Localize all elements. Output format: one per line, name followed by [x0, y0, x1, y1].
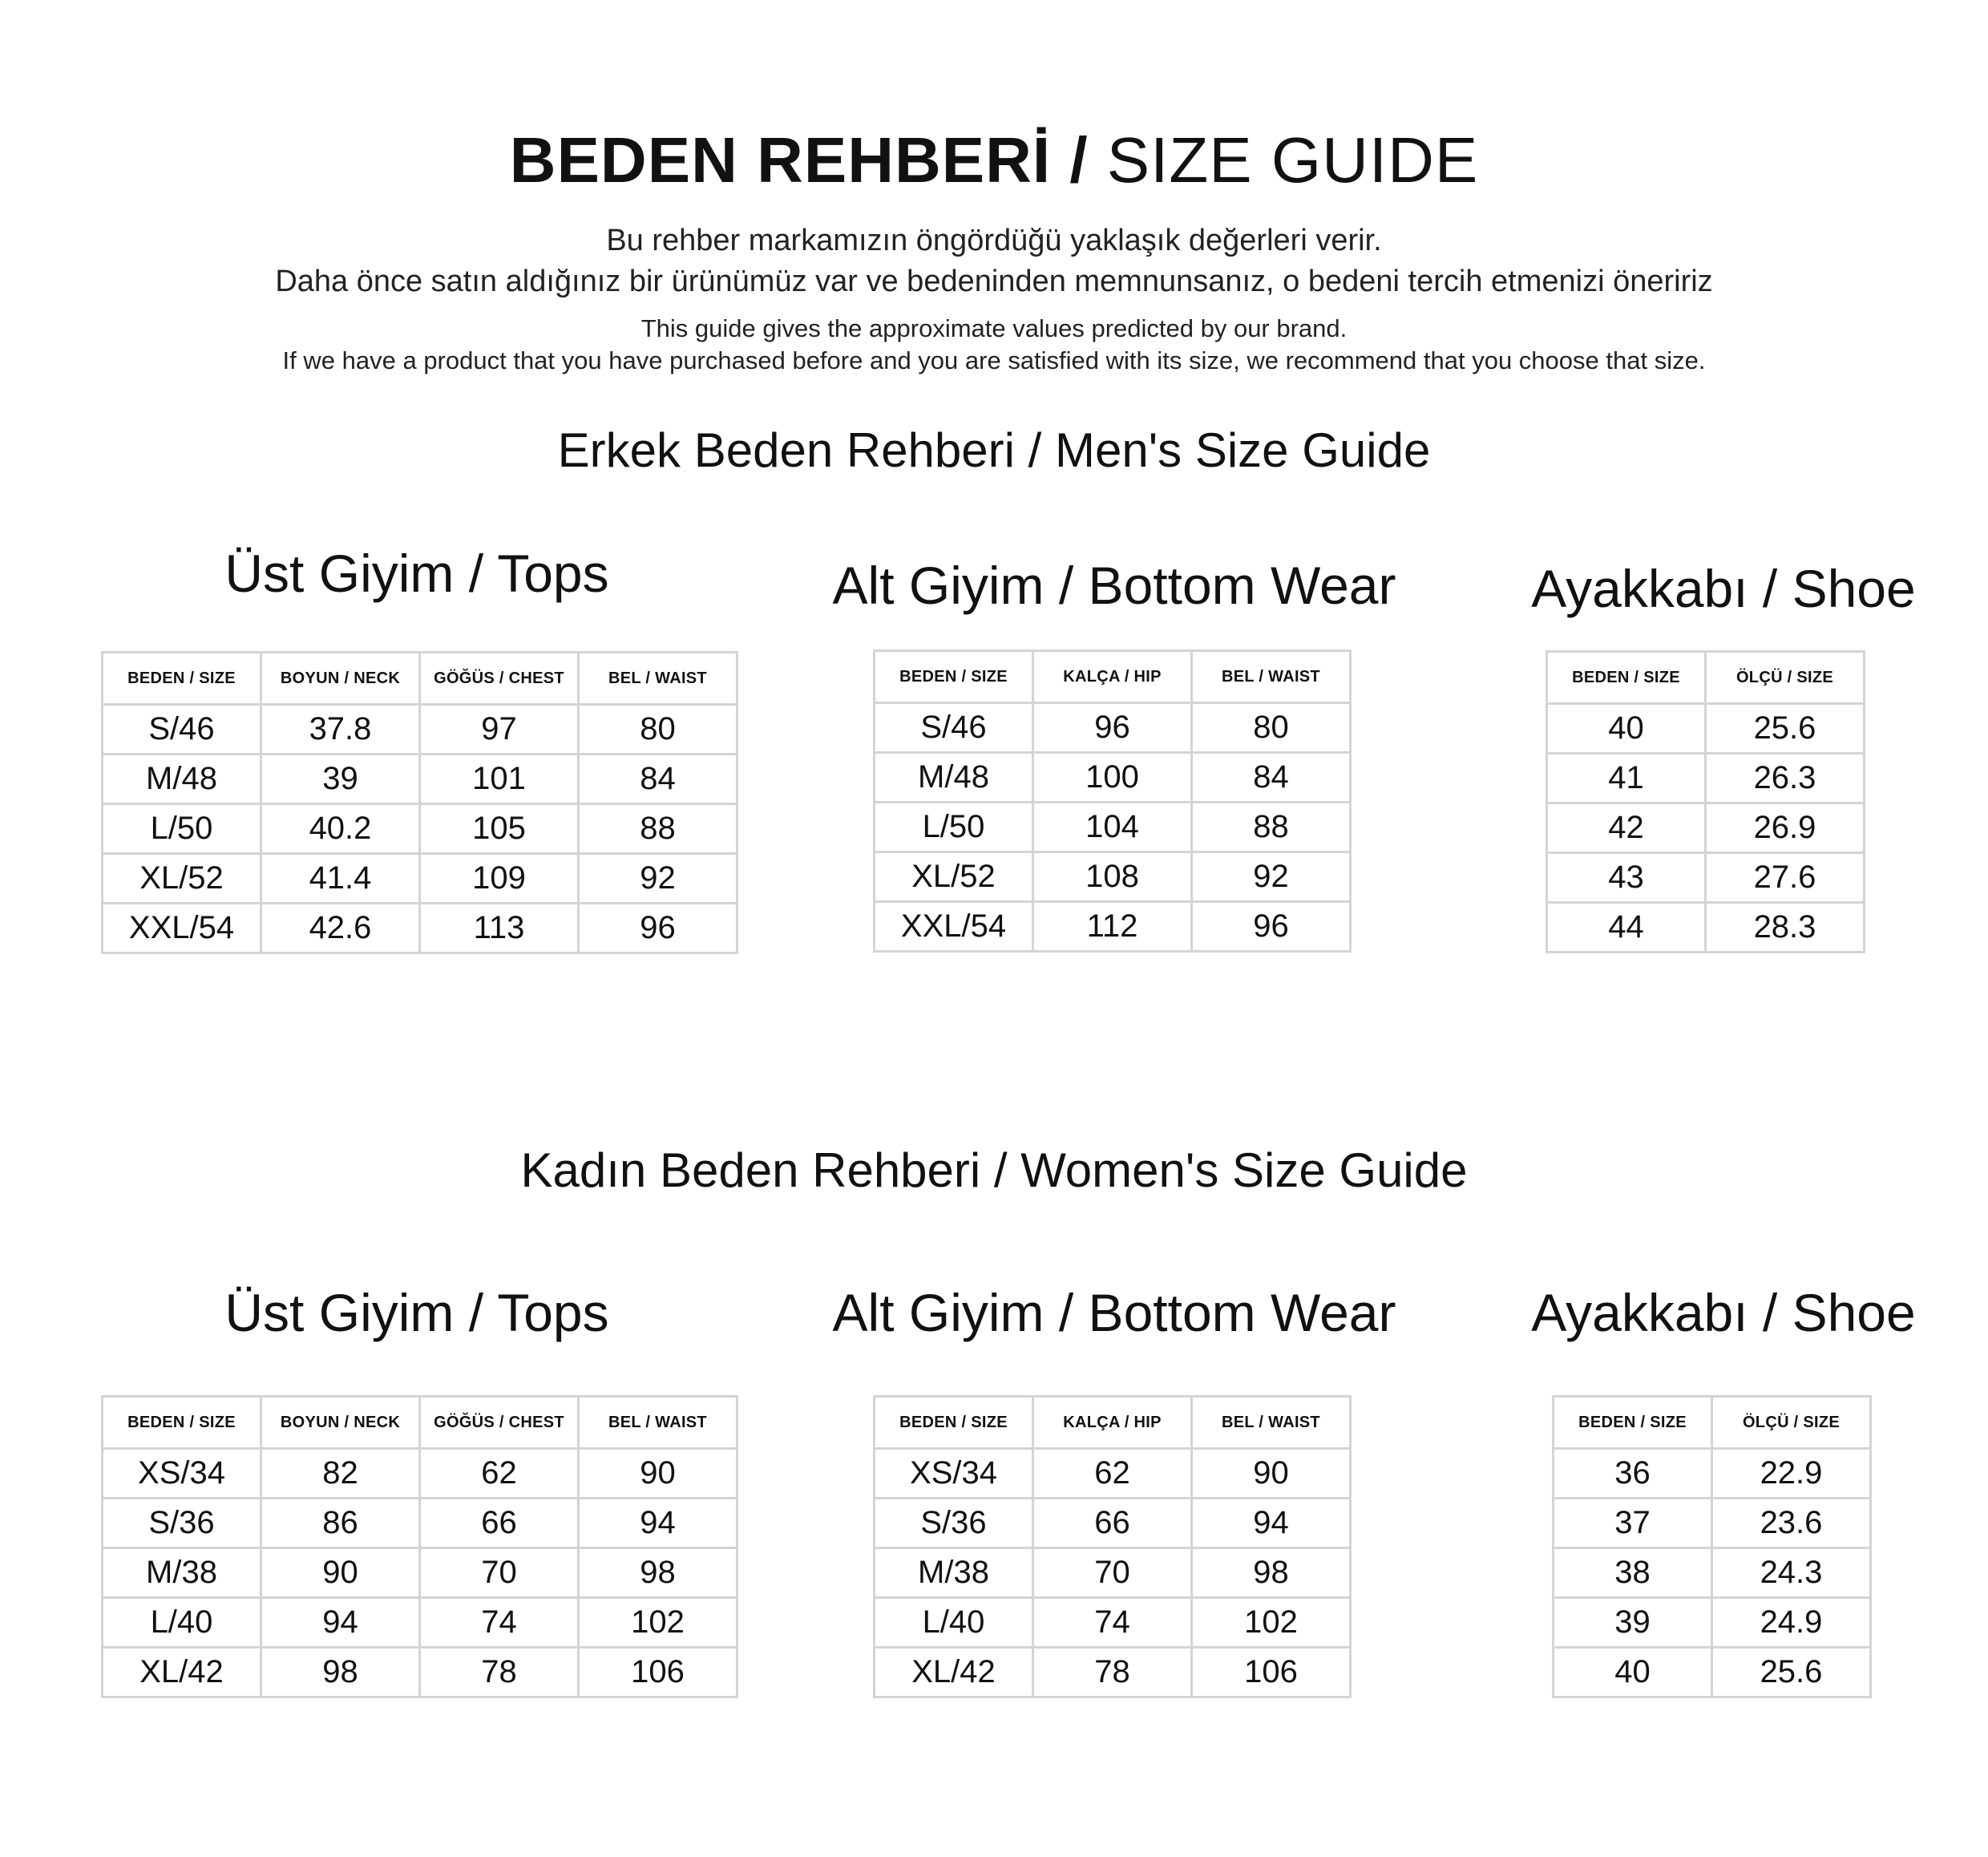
column-header: BEL / WAIST — [1192, 1397, 1351, 1449]
column-header: ÖLÇÜ / SIZE — [1706, 652, 1865, 704]
measurement-cell: 25.6 — [1706, 704, 1865, 754]
measurement-cell: 62 — [1033, 1449, 1192, 1499]
measurement-cell: 108 — [1033, 852, 1192, 902]
measurement-cell: 24.3 — [1712, 1548, 1871, 1598]
table-row — [1547, 803, 1865, 853]
table-row — [1554, 1648, 1871, 1697]
table-row — [875, 852, 1351, 902]
size-cell: L/50 — [875, 803, 1033, 852]
column-header: BEDEN / SIZE — [1547, 652, 1706, 704]
measurement-cell: 66 — [420, 1499, 579, 1548]
table-row — [103, 1499, 737, 1548]
table-row — [103, 804, 737, 854]
measurement-cell: 80 — [1192, 703, 1351, 753]
measurement-cell: 109 — [420, 854, 579, 904]
size-cell: 37 — [1554, 1499, 1712, 1548]
measurement-cell: 78 — [420, 1648, 579, 1697]
size-cell: L/40 — [103, 1598, 261, 1648]
measurement-cell: 100 — [1033, 753, 1192, 803]
measurement-cell: 90 — [579, 1449, 737, 1499]
men-tops-table — [101, 651, 738, 954]
measurement-cell: 94 — [579, 1499, 737, 1548]
table-row — [1547, 704, 1865, 754]
size-cell: XS/34 — [103, 1449, 261, 1499]
size-cell: 42 — [1547, 803, 1706, 853]
measurement-cell: 112 — [1033, 902, 1192, 952]
size-cell: 43 — [1547, 853, 1706, 903]
column-header: BEDEN / SIZE — [1554, 1397, 1712, 1449]
table-row — [1554, 1449, 1871, 1499]
table-row — [103, 1548, 737, 1598]
column-header: BEDEN / SIZE — [875, 1397, 1033, 1449]
measurement-cell: 23.6 — [1712, 1499, 1871, 1548]
men-shoes-table — [1546, 650, 1865, 953]
size-cell: S/46 — [103, 705, 261, 755]
measurement-cell: 66 — [1033, 1499, 1192, 1548]
table-row — [1547, 853, 1865, 903]
measurement-cell: 80 — [579, 705, 737, 755]
measurement-cell: 70 — [1033, 1548, 1192, 1598]
women-tops-title: Üst Giyim / Tops — [224, 1283, 609, 1342]
column-header: BEDEN / SIZE — [103, 653, 261, 705]
table-header-row — [1547, 652, 1865, 704]
page-title-turkish: BEDEN REHBERİ / — [509, 124, 1089, 196]
column-header: GÖĞÜS / CHEST — [420, 1397, 579, 1449]
measurement-cell: 26.9 — [1706, 803, 1865, 853]
measurement-cell: 96 — [1192, 902, 1351, 952]
measurement-cell: 74 — [420, 1598, 579, 1648]
size-cell: XL/52 — [103, 854, 261, 904]
table-row — [875, 1598, 1351, 1648]
column-header: BEL / WAIST — [1192, 651, 1351, 703]
column-header: BOYUN / NECK — [261, 1397, 420, 1449]
men-bottoms-title: Alt Giyim / Bottom Wear — [832, 556, 1396, 615]
measurement-cell: 70 — [420, 1548, 579, 1598]
measurement-cell: 74 — [1033, 1598, 1192, 1648]
table-row — [1554, 1499, 1871, 1548]
table-row — [103, 1648, 737, 1697]
measurement-cell: 42.6 — [261, 904, 420, 953]
women-bottoms-table — [873, 1395, 1352, 1698]
measurement-cell: 90 — [261, 1548, 420, 1598]
table-row — [1547, 903, 1865, 953]
men-bottoms-table — [873, 649, 1352, 953]
size-cell: S/36 — [875, 1499, 1033, 1548]
measurement-cell: 22.9 — [1712, 1449, 1871, 1499]
measurement-cell: 92 — [1192, 852, 1351, 902]
table-row — [875, 1449, 1351, 1499]
intro-turkish-line-1: Bu rehber markamızın öngördüğü yaklaşık değerleri verir. — [606, 224, 1382, 257]
size-cell: 44 — [1547, 903, 1706, 953]
table-row — [875, 1499, 1351, 1548]
column-header: KALÇA / HIP — [1033, 651, 1192, 703]
women-section-title: Kadın Beden Rehberi / Women's Size Guide — [520, 1143, 1468, 1197]
measurement-cell: 105 — [420, 804, 579, 854]
measurement-cell: 84 — [579, 755, 737, 804]
column-header: ÖLÇÜ / SIZE — [1712, 1397, 1871, 1449]
column-header: KALÇA / HIP — [1033, 1397, 1192, 1449]
men-section-title: Erkek Beden Rehberi / Men's Size Guide — [557, 423, 1431, 477]
measurement-cell: 41.4 — [261, 854, 420, 904]
measurement-cell: 102 — [1192, 1598, 1351, 1648]
measurement-cell: 104 — [1033, 803, 1192, 852]
size-cell: 38 — [1554, 1548, 1712, 1598]
measurement-cell: 88 — [579, 804, 737, 854]
size-cell: 40 — [1547, 704, 1706, 754]
measurement-cell: 97 — [420, 705, 579, 755]
measurement-cell: 25.6 — [1712, 1648, 1871, 1697]
size-cell: S/36 — [103, 1499, 261, 1548]
table-header-row — [103, 1397, 737, 1449]
size-cell: 40 — [1554, 1648, 1712, 1697]
measurement-cell: 94 — [261, 1598, 420, 1648]
table-row — [875, 1648, 1351, 1697]
measurement-cell: 101 — [420, 755, 579, 804]
women-shoes-table — [1552, 1395, 1872, 1698]
table-row — [1554, 1598, 1871, 1648]
size-cell: XS/34 — [875, 1449, 1033, 1499]
measurement-cell: 102 — [579, 1598, 737, 1648]
size-cell: XXL/54 — [103, 904, 261, 953]
measurement-cell: 27.6 — [1706, 853, 1865, 903]
measurement-cell: 98 — [1192, 1548, 1351, 1598]
table-row — [875, 1548, 1351, 1598]
intro-turkish-line-2: Daha önce satın aldığınız bir ürünümüz var ve bedeninden memnunsanız, o bedeni tercih etmenizi öneririz — [275, 265, 1713, 298]
table-row — [1547, 754, 1865, 803]
measurement-cell: 26.3 — [1706, 754, 1865, 803]
size-cell: 41 — [1547, 754, 1706, 803]
measurement-cell: 24.9 — [1712, 1598, 1871, 1648]
measurement-cell: 106 — [579, 1648, 737, 1697]
intro-english-line-1: This guide gives the approximate values predicted by our brand. — [640, 314, 1348, 342]
measurement-cell: 92 — [579, 854, 737, 904]
women-tops-table — [101, 1395, 738, 1698]
measurement-cell: 98 — [261, 1648, 420, 1697]
size-cell: 39 — [1554, 1598, 1712, 1648]
size-cell: XL/42 — [103, 1648, 261, 1697]
women-bottoms-title: Alt Giyim / Bottom Wear — [832, 1283, 1396, 1342]
measurement-cell: 106 — [1192, 1648, 1351, 1697]
measurement-cell: 40.2 — [261, 804, 420, 854]
page-title-english: SIZE GUIDE — [1106, 124, 1479, 196]
measurement-cell: 28.3 — [1706, 903, 1865, 953]
measurement-cell: 62 — [420, 1449, 579, 1499]
measurement-cell: 37.8 — [261, 705, 420, 755]
column-header: BEDEN / SIZE — [103, 1397, 261, 1449]
measurement-cell: 94 — [1192, 1499, 1351, 1548]
table-header-row — [875, 1397, 1351, 1449]
measurement-cell: 98 — [579, 1548, 737, 1598]
table-header-row — [1554, 1397, 1871, 1449]
table-row — [103, 705, 737, 755]
intro-english-line-2: If we have a product that you have purchased before and you are satisfied with its size, we recommend that you choose that size. — [282, 346, 1706, 374]
table-row — [103, 904, 737, 953]
size-cell: XL/52 — [875, 852, 1033, 902]
column-header: BEL / WAIST — [579, 653, 737, 705]
column-header: BOYUN / NECK — [261, 653, 420, 705]
size-cell: M/38 — [103, 1548, 261, 1598]
table-row — [1554, 1548, 1871, 1598]
column-header: BEDEN / SIZE — [875, 651, 1033, 703]
measurement-cell: 113 — [420, 904, 579, 953]
size-cell: L/40 — [875, 1598, 1033, 1648]
measurement-cell: 96 — [1033, 703, 1192, 753]
size-cell: 36 — [1554, 1449, 1712, 1499]
size-cell: S/46 — [875, 703, 1033, 753]
size-cell: XXL/54 — [875, 902, 1033, 952]
table-row — [875, 703, 1351, 753]
table-header-row — [103, 653, 737, 705]
measurement-cell: 84 — [1192, 753, 1351, 803]
measurement-cell: 88 — [1192, 803, 1351, 852]
measurement-cell: 96 — [579, 904, 737, 953]
size-cell: XL/42 — [875, 1648, 1033, 1697]
women-shoes-title: Ayakkabı / Shoe — [1531, 1283, 1916, 1342]
measurement-cell: 78 — [1033, 1648, 1192, 1697]
size-cell: M/48 — [103, 755, 261, 804]
men-tops-title: Üst Giyim / Tops — [224, 544, 609, 603]
page-title — [0, 120, 1988, 200]
table-row — [103, 1449, 737, 1499]
table-row — [103, 1598, 737, 1648]
measurement-cell: 82 — [261, 1449, 420, 1499]
measurement-cell: 90 — [1192, 1449, 1351, 1499]
column-header: BEL / WAIST — [579, 1397, 737, 1449]
table-row — [875, 803, 1351, 852]
column-header: GÖĞÜS / CHEST — [420, 653, 579, 705]
men-shoes-title: Ayakkabı / Shoe — [1531, 559, 1916, 618]
size-cell: L/50 — [103, 804, 261, 854]
size-cell: M/38 — [875, 1548, 1033, 1598]
table-row — [103, 755, 737, 804]
table-row — [875, 902, 1351, 952]
size-cell: M/48 — [875, 753, 1033, 803]
measurement-cell: 39 — [261, 755, 420, 804]
table-header-row — [875, 651, 1351, 703]
table-row — [875, 753, 1351, 803]
measurement-cell: 86 — [261, 1499, 420, 1548]
table-row — [103, 854, 737, 904]
